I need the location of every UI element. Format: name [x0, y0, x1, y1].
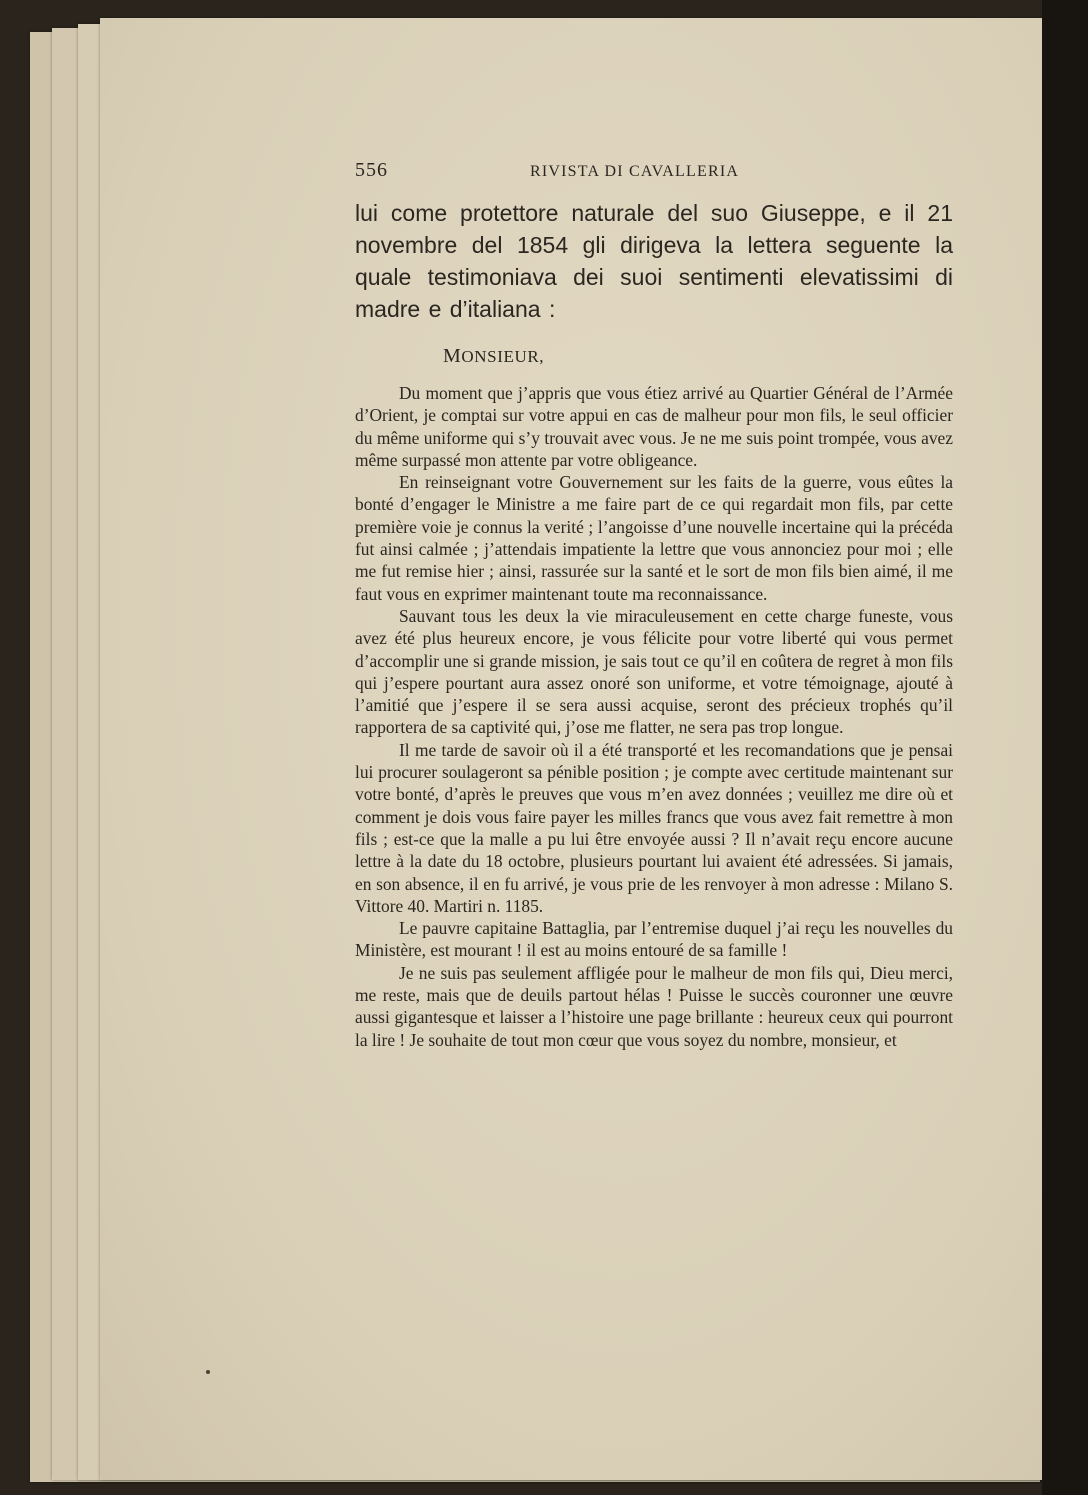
ink-speck [206, 1370, 210, 1374]
journal-title: RIVISTA DI CAVALLERIA [530, 163, 740, 180]
letter-body [355, 382, 953, 1051]
letter-paragraph: En reinseignant votre Gouvernement sur les faits de la guerre, vous eûtes la bonté d’engager le Ministre a me faire part de ce qui regardait mon fils, par cette première voie je connus la verité ; l’angoisse d’une nouvelle incertaine qui la précéda fut ainsi calmée ; j’attendais impatiente la lettre que vous annonciez pour moi ; elle me fut remise hier ; ainsi, rassurée sur la santé et le sort de mon fils bien aimé, il me faut vous en exprimer maintenant toute ma reconnaissance. [355, 472, 953, 604]
page-number: 556 [355, 159, 388, 181]
salutation-rest: ONSIEUR, [461, 347, 545, 366]
running-head [355, 155, 953, 185]
salutation-initial: M [443, 345, 462, 367]
letter-paragraph: Sauvant tous les deux la vie miraculeusement en cette charge funeste, vous avez été plus heureux encore, je vous félicite pour votre liberté qui vous permet d’accomplir une si grande mission, je sais tout ce qu’il en coûtera de regret à mon fils qui j’espere pourtant aura assez onoré son uniforme, et votre témoignage, ajouté à l’amitié que j’espere il se sera aussi acquise, seront des précieux trophés qu’il rapportera de sa captivité qui, j’ose me flatter, ne sera pas trop longue. [355, 605, 953, 738]
letter-salutation [443, 345, 953, 368]
page-content [355, 155, 953, 1051]
letter-paragraph: Il me tarde de savoir où il a été transporté et les recomandations que je pensai lui procurer soulageront sa pénible position ; je compte avec certitude maintenant sur votre bonté, d’après le preuves que vous m’en avez données ; veuillez me dire où et comment je dois vous faire payer les milles francs que vous avez fait remettre à mon fils ; est-ce que la malle a pu lui être envoyée aussi ? Il n’avait reçu encore aucune lettre à la date du 18 octobre, plusieurs pourtant lui avaient été adressées. Si jamais, en son absence, il en fu arrivé, je vous prie de les renvoyer à mon adresse : Milano S. Vittore 40. Martiri n. 1185. [355, 739, 953, 916]
intro-paragraph: lui come protettore naturale del suo Giuseppe, e il 21 novembre del 1854 gli dirigeva la lettera seguente la quale testimoniava dei suoi sentimenti elevatissimi di madre e d’italiana : [355, 200, 953, 322]
letter-paragraph: Du moment que j’appris que vous étiez arrivé au Quartier Général de l’Armée d’Orient, je comptai sur votre appui en cas de malheur pour mon fils, le seul officier du même uniforme qui s’y trouvait avec vous. Je ne me suis point trompée, vous avez même surpassé mon attente par votre obligeance. [355, 383, 953, 470]
letter-paragraph: Je ne suis pas seulement affligée pour le malheur de mon fils qui, Dieu merci, me reste, mais que de deuils partout hélas ! Puisse le succès couronner une œuvre aussi gigantesque et laisser a l’histoire une page brillante : heureux ceux qui pourront la lire ! Je souhaite de tout mon cœur que vous soyez du nombre, monsieur, et [355, 962, 953, 1050]
letter-paragraph: Le pauvre capitaine Battaglia, par l’entremise duquel j’ai reçu les nouvelles du Ministère, est mourant ! il est au moins entouré de sa famille ! [355, 918, 953, 961]
scan-border [1042, 0, 1088, 1495]
